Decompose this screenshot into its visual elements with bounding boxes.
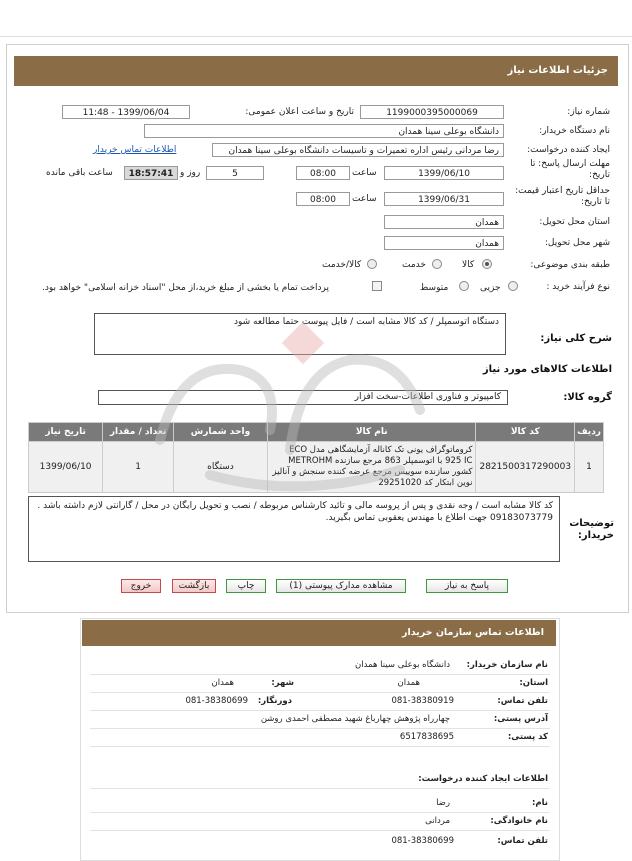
buyer-notes-text: کد کالا مشابه است / وجه نقدی و پس از پروسه مالی و تائید کارشناس مربوطه / نصب و تحویل رایگان در محل / گارانتی لازم داشته باشد . 09183073779 جهت اطلاع با مهندس یعقوبی تماس بگیرید. [37,501,553,523]
city-card-value: همدان [211,678,234,688]
summary-label: شرح کلی نیاز: [540,333,612,344]
row-code: 2821500317290003 [476,442,575,493]
category-option-service: خدمت [402,260,426,270]
row-date: 1399/06/10 [29,442,103,493]
col-unit: واحد شمارش [173,423,267,442]
goods-group-label: گروه کالا: [563,392,612,403]
panel-title: جزئیات اطلاعات نیاز [14,56,618,86]
family-value: مردانی [425,816,450,826]
buyer-contact-link[interactable]: اطلاعات تماس خریدار [93,145,177,155]
col-date: تاریخ نیاز [29,423,103,442]
address-label: آدرس پستی: [493,714,548,724]
category-option-goods: کالا [462,260,475,270]
contact-card-title: اطلاعات تماس سازمان خریدار [82,620,556,646]
process-label: نوع فرآیند خرید : [546,282,610,292]
row-unit: دستگاه [173,442,267,493]
category-radio-both[interactable] [367,259,377,269]
category-label: طبقه بندی موضوعی: [530,260,610,270]
col-name: نام کالا [268,423,476,442]
row-name: کروماتوگراف یونی تک کاناله آزمایشگاهی مدل ECO 925 IC با اتوسمپلر 863 مرجع سازنده METROHM کشور سازنده سوییس مرجع عرضه کننده سنجش و آنالیز نوین ابتکار کد 29251020 [268,442,476,493]
announce-field: 1399/06/04 - 11:48 [62,105,190,119]
process-option-minor: جزیی [480,283,501,293]
divider [90,728,550,729]
row-index: 1 [575,442,604,493]
city-label: شهر محل تحویل: [544,238,610,248]
attachments-button[interactable]: مشاهده مدارک پیوستی (1) [276,579,406,593]
process-radio-minor[interactable] [508,281,518,291]
table-row [29,442,604,493]
deadline-time-field: 08:00 [296,166,350,180]
province-field: همدان [384,215,504,229]
deadline-label: مهلت ارسال پاسخ: تا تاریخ: [530,159,610,180]
treasury-checkbox[interactable] [372,281,382,291]
days-label: روز و [180,168,201,178]
validity-date-field: 1399/06/31 [384,192,504,206]
divider [90,692,550,693]
validity-time-field: 08:00 [296,192,350,206]
divider [90,674,550,675]
validity-label: حداقل تاریخ اعتبار قیمت: تا تاریخ: [515,186,610,207]
payment-note: پرداخت تمام یا بخشی از مبلغ خرید،از محل "اسناد خزانه اسلامی" خواهد بود. [42,283,330,293]
deadline-date-field: 1399/06/10 [384,166,504,180]
fax-value: 081-38380699 [185,696,248,706]
print-button[interactable]: چاپ [226,579,266,593]
process-option-medium: متوسط [420,283,449,293]
creator-field: رضا مردانی رئیس اداره تعمیرات و تاسیسات دانشگاه بوعلی سینا همدان [212,143,504,157]
back-button[interactable]: بازگشت [172,579,216,593]
name-value: رضا [436,798,450,808]
name-label: نام: [531,798,548,808]
top-divider [0,36,632,37]
buyer-org-field: دانشگاه بوعلی سینا همدان [144,124,504,138]
process-radio-medium[interactable] [459,281,469,291]
divider [90,812,550,813]
buyer-notes-box [28,496,560,562]
divider [90,710,550,711]
col-code: کد کالا [476,423,575,442]
phone-value: 081-38380919 [391,696,454,706]
province-card-value: همدان [397,678,420,688]
category-radio-service[interactable] [432,259,442,269]
remaining-label: ساعت باقی مانده [46,168,113,178]
org-label: نام سازمان خریدار: [466,660,548,670]
goods-section-title: اطلاعات کالاهای مورد نیاز [482,364,612,375]
divider [90,746,550,747]
goods-group-value: کامپیوتر و فناوری اطلاعات-سخت افزار [354,392,501,402]
deadline-time-label: ساعت [352,168,377,178]
need-number-field: 1199000395000069 [360,105,504,119]
reply-button[interactable]: پاسخ به نیاز [426,579,508,593]
summary-box [94,313,506,355]
validity-time-label: ساعت [352,194,377,204]
province-card-label: استان: [519,678,548,688]
category-option-both: کالا/خدمت [322,260,362,270]
creator-section-title: اطلاعات ایجاد کننده درخواست: [418,774,548,784]
phone-label: تلفن تماس: [497,696,548,706]
exit-button[interactable]: خروج [121,579,161,593]
contact-card [80,618,560,861]
col-index: ردیف [575,423,604,442]
goods-table [28,422,604,493]
org-value: دانشگاه بوعلی سینا همدان [355,660,450,670]
divider [90,830,550,831]
creator-label: ایجاد کننده درخواست: [527,145,610,155]
buyer-notes-label: توضیحات خریدار: [569,518,614,541]
summary-text: دستگاه اتوسمپلر / کد کالا مشابه است / فایل پیوست حتما مطالعه شود [233,317,499,327]
postal-label: کد پستی: [507,732,548,742]
buyer-org-label: نام دستگاه خریدار: [539,126,610,136]
row-qty: 1 [103,442,174,493]
address-value: چهارراه پژوهش چهارباغ شهید مصطفی احمدی روشن [260,714,450,724]
remaining-time-field: 18:57:41 [124,166,178,180]
city-field: همدان [384,236,504,250]
postal-value: 6517838695 [399,732,454,742]
creator-phone-value: 081-38380699 [391,836,454,846]
announce-label: تاریخ و ساعت اعلان عمومی: [245,107,354,117]
col-qty: تعداد / مقدار [103,423,174,442]
creator-phone-label: تلفن تماس: [497,836,548,846]
province-label: استان محل تحویل: [539,217,610,227]
need-number-label: شماره نیاز: [567,107,610,117]
family-label: نام خانوادگی: [490,816,548,826]
fax-label: دورنگار: [257,696,292,706]
divider [90,788,550,789]
city-card-label: شهر: [271,678,294,688]
category-radio-goods[interactable] [482,259,492,269]
table-header-row [29,423,604,442]
days-field: 5 [206,166,264,180]
goods-group-box [98,390,508,405]
